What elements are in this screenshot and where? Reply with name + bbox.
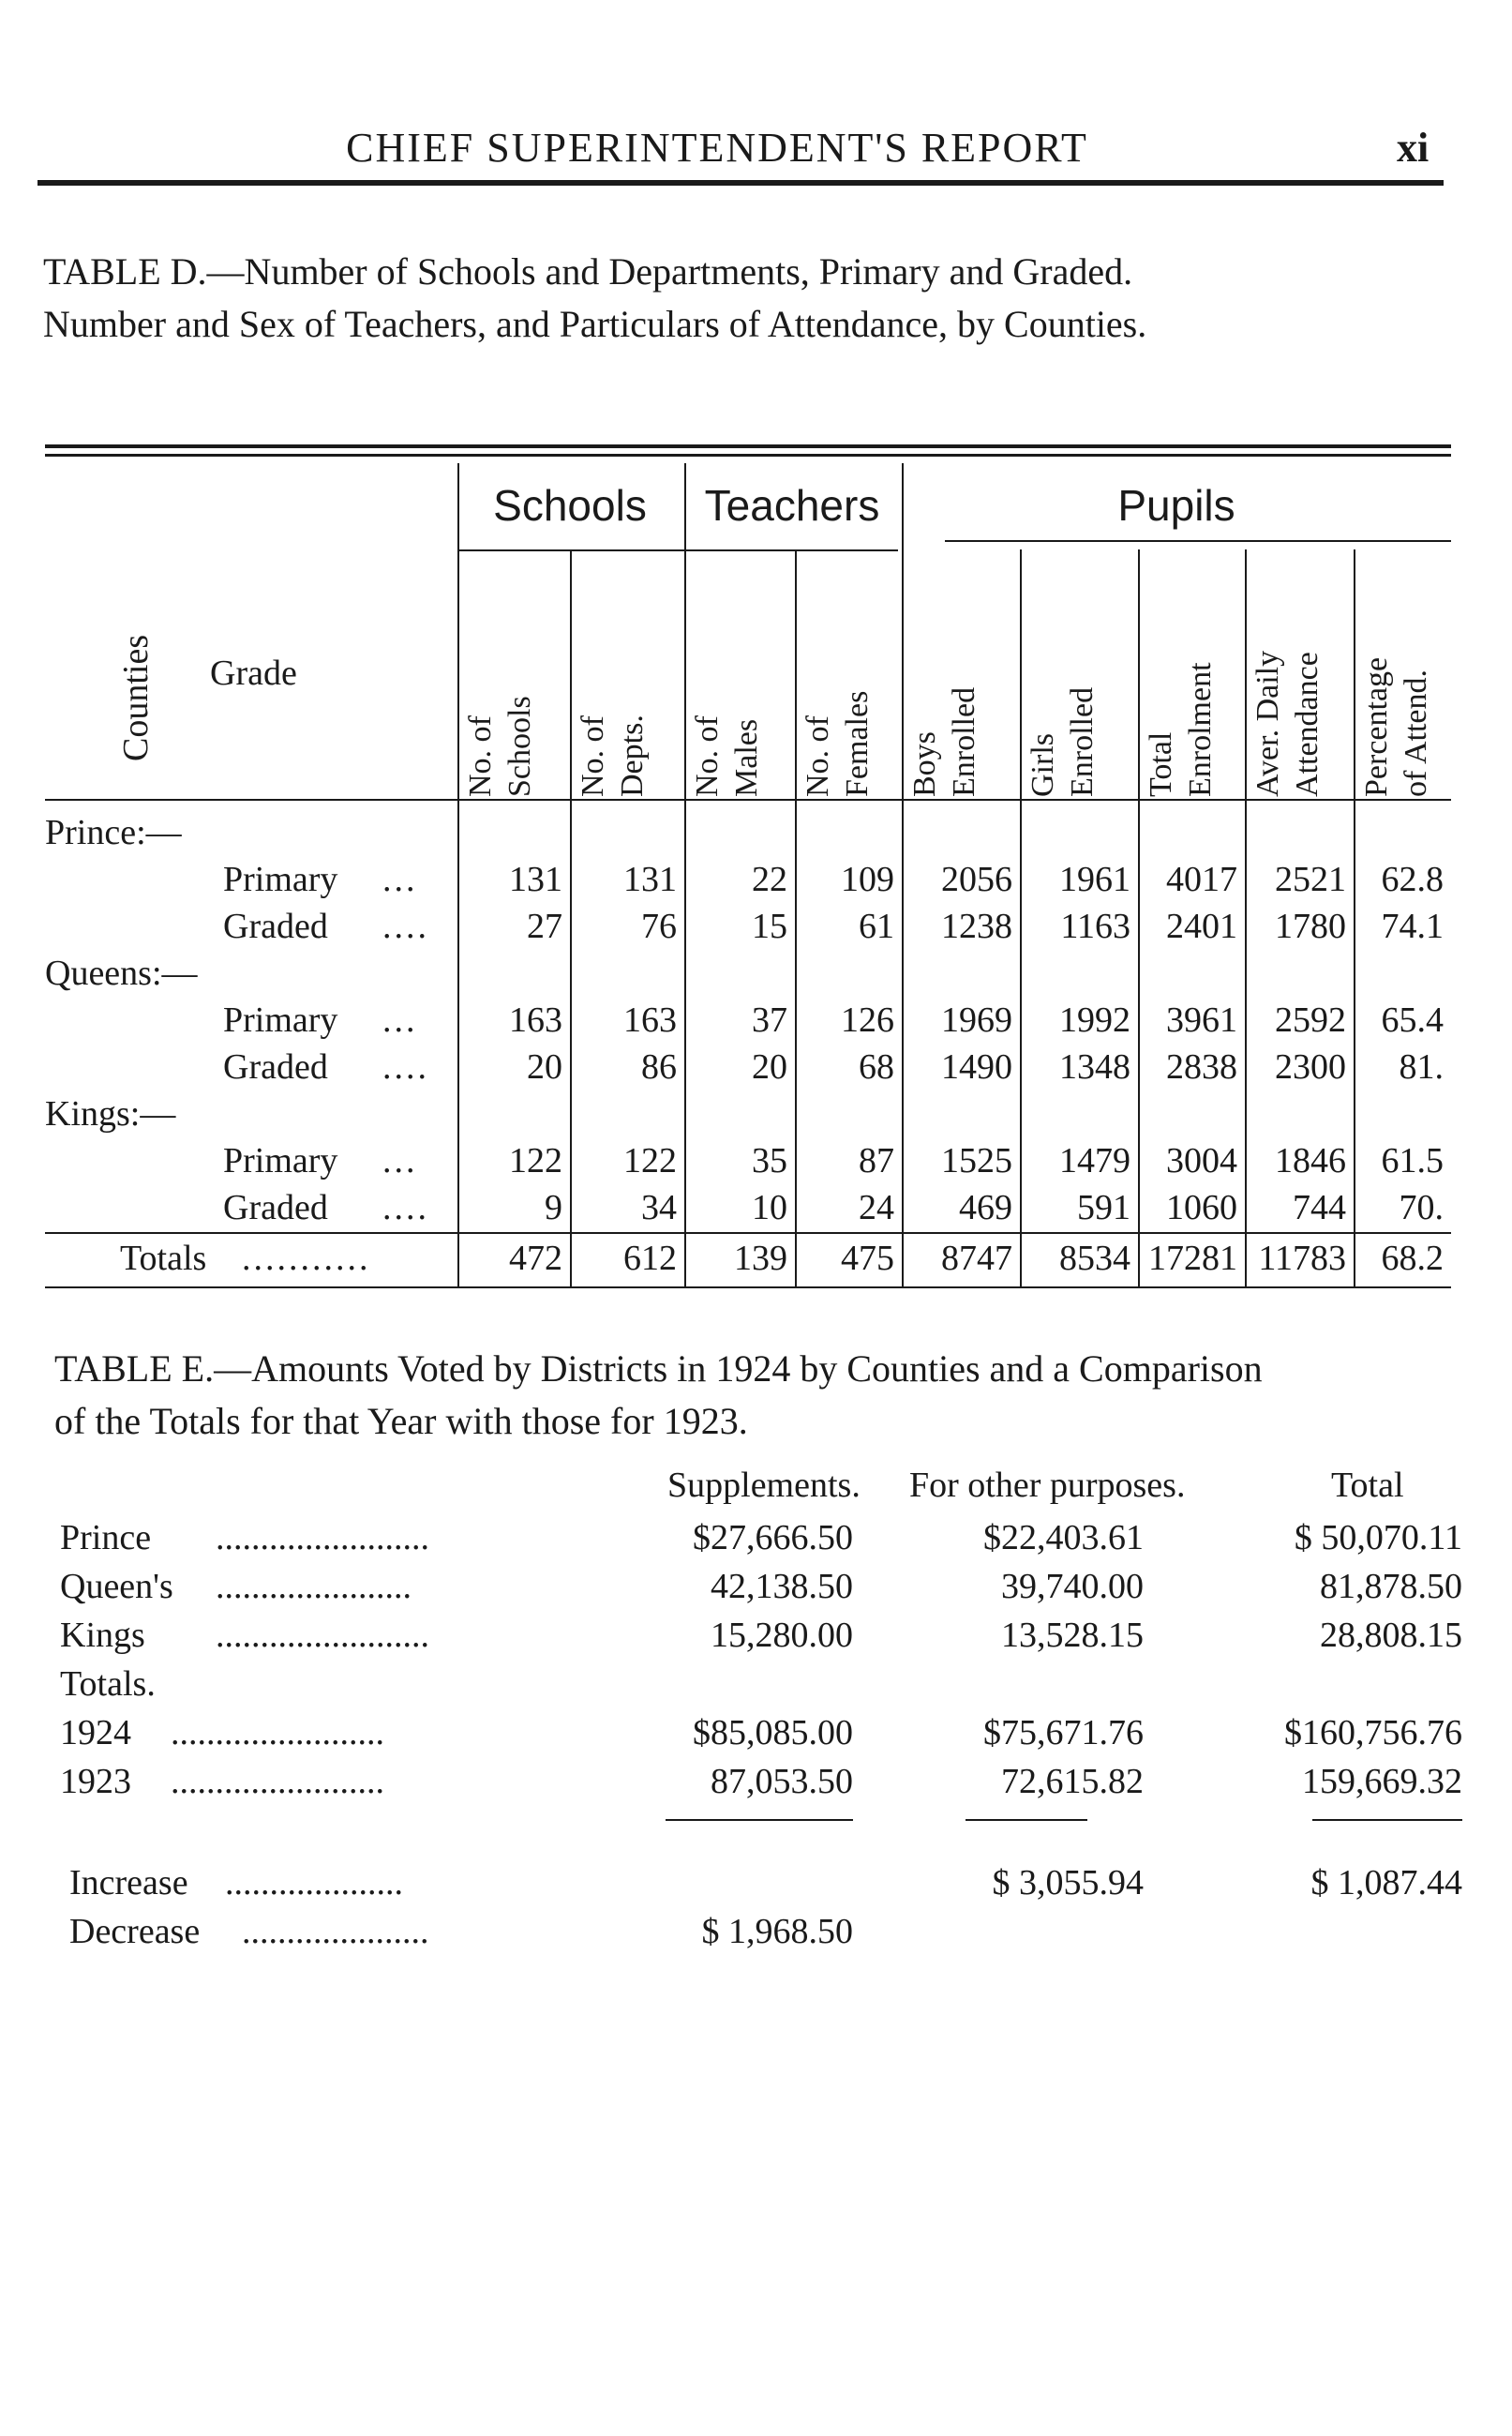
table-e-caption-line1: TABLE E.—Amounts Voted by Districts in 1924 by Counties and a Comparison [54, 1347, 1263, 1390]
totals-cell: 612 [623, 1239, 677, 1278]
col-header-9-line2: of Attend. [1399, 669, 1433, 797]
col-total: Total [1331, 1466, 1404, 1505]
totals-cell: 11783 [1258, 1239, 1346, 1278]
leader-dots: .... [382, 1188, 429, 1227]
col-header-9-line1: Percentage [1359, 656, 1394, 797]
row-label: Prince [60, 1518, 152, 1557]
amount-cell: 13,528.15 [1001, 1616, 1144, 1655]
col-header-3-line2: Males [729, 718, 764, 797]
decrease-label: Decrease [69, 1912, 201, 1951]
table-cell: 1525 [941, 1141, 1012, 1180]
county-name: Kings:— [45, 1094, 176, 1134]
leader-dots: ... [382, 860, 418, 899]
table-cell: 2838 [1166, 1047, 1237, 1087]
col-header-8-line1: Aver. Daily [1250, 650, 1285, 797]
totals-cell: 17281 [1148, 1239, 1237, 1278]
table-cell: 2056 [941, 860, 1012, 899]
table-cell: 20 [752, 1047, 787, 1087]
table-cell: 9 [545, 1188, 562, 1227]
amount-cell: 28,808.15 [1320, 1616, 1462, 1655]
table-cell: 24 [859, 1188, 894, 1227]
table-cell: 37 [752, 1000, 787, 1040]
leader-dots: .... [382, 1047, 429, 1087]
amount-cell: 81,878.50 [1320, 1567, 1462, 1606]
table-cell: 1163 [1060, 907, 1130, 946]
amount-cell: 15,280.00 [711, 1616, 853, 1655]
table-cell: 34 [641, 1188, 677, 1227]
table-cell: 126 [841, 1000, 894, 1040]
table-cell: 3004 [1166, 1141, 1237, 1180]
col-counties: Counties [116, 634, 156, 761]
table-cell: 20 [527, 1047, 562, 1087]
col-header-4-line2: Females [840, 690, 875, 797]
amount-cell: 42,138.50 [711, 1567, 853, 1606]
totals-rule [45, 1232, 1451, 1234]
amount-cell: $ 1,087.44 [1310, 1863, 1462, 1902]
totals-cell: 475 [841, 1239, 894, 1278]
table-cell: 131 [509, 860, 562, 899]
table-d-top-rule [45, 444, 1451, 448]
leader-dots: ........................ [171, 1762, 384, 1801]
table-cell: 744 [1293, 1188, 1346, 1227]
leader-dots: ..................... [242, 1912, 429, 1951]
amount-cell: $75,671.76 [983, 1713, 1144, 1752]
table-cell: 86 [641, 1047, 677, 1087]
sum-rule [966, 1819, 1087, 1821]
table-cell: 74.1 [1381, 907, 1444, 946]
table-cell: 163 [623, 1000, 677, 1040]
table-cell: 1780 [1275, 907, 1346, 946]
totals-cell: 68.2 [1381, 1239, 1444, 1278]
leader-dots: ........................ [216, 1518, 429, 1557]
col-grade: Grade [210, 654, 297, 693]
amount-cell: 159,669.32 [1302, 1762, 1462, 1801]
leader-dots: ... [382, 1000, 418, 1040]
year-label: 1924 [60, 1713, 131, 1752]
table-d-top-rule-2 [45, 454, 1451, 457]
table-cell: 65.4 [1381, 1000, 1444, 1040]
row-label: Queen's [60, 1567, 173, 1606]
table-cell: 1060 [1166, 1188, 1237, 1227]
increase-label: Increase [69, 1863, 188, 1902]
page-number: xi [1397, 125, 1430, 171]
table-e-caption-line2: of the Totals for that Year with those for 1923. [54, 1400, 748, 1442]
table-cell: 1846 [1275, 1141, 1346, 1180]
amount-cell: $ 1,968.50 [701, 1912, 853, 1951]
table-cell: 3961 [1166, 1000, 1237, 1040]
table-cell: 4017 [1166, 860, 1237, 899]
table-cell: 1969 [941, 1000, 1012, 1040]
table-cell: 591 [1077, 1188, 1130, 1227]
table-d-caption-line2: Number and Sex of Teachers, and Particulars of Attendance, by Counties. [43, 303, 1147, 345]
totals-cell: 8747 [941, 1239, 1012, 1278]
col-header-5-line2: Enrolled [947, 686, 981, 797]
table-cell: 76 [641, 907, 677, 946]
grade-label: Graded [223, 1047, 328, 1087]
grade-label: Graded [223, 1188, 328, 1227]
table-cell: 68 [859, 1047, 894, 1087]
amount-cell: $ 50,070.11 [1294, 1518, 1462, 1557]
header-bottom-rule [45, 799, 1451, 801]
table-cell: 2592 [1275, 1000, 1346, 1040]
year-label: 1923 [60, 1762, 131, 1801]
totals-cell: 8534 [1059, 1239, 1130, 1278]
sum-rule [666, 1819, 853, 1821]
totals-label: Totals [120, 1239, 207, 1278]
col-header-5-line1: Boys [907, 731, 942, 797]
col-header-2-line2: Depts. [615, 714, 650, 797]
col-header-6-line2: Enrolled [1065, 686, 1100, 797]
col-supplements: Supplements. [667, 1466, 861, 1505]
amount-cell: $22,403.61 [983, 1518, 1144, 1557]
table-cell: 1992 [1059, 1000, 1130, 1040]
col-header-7-line1: Total [1144, 731, 1178, 797]
grade-label: Graded [223, 907, 328, 946]
leader-dots: .................... [225, 1863, 403, 1902]
leader-dots: ... [382, 1141, 418, 1180]
col-header-1-line2: Schools [502, 696, 537, 797]
leader-dots: ........... [242, 1239, 371, 1278]
table-cell: 22 [752, 860, 787, 899]
table-cell: 469 [959, 1188, 1012, 1227]
amount-cell: 87,053.50 [711, 1762, 853, 1801]
table-cell: 1490 [941, 1047, 1012, 1087]
totals-cell: 139 [734, 1239, 787, 1278]
amount-cell: 39,740.00 [1001, 1567, 1144, 1606]
table-cell: 109 [841, 860, 894, 899]
totals-cell: 472 [509, 1239, 562, 1278]
row-label: Kings [60, 1616, 145, 1655]
pupils-underline [945, 540, 1451, 542]
table-cell: 2300 [1275, 1047, 1346, 1087]
amount-cell: $ 3,055.94 [992, 1863, 1144, 1902]
table-cell: 81. [1399, 1047, 1444, 1087]
table-cell: 122 [623, 1141, 677, 1180]
table-cell: 10 [752, 1188, 787, 1227]
county-name: Queens:— [45, 954, 198, 993]
table-cell: 15 [752, 907, 787, 946]
amount-cell: $160,756.76 [1284, 1713, 1462, 1752]
table-cell: 62.8 [1381, 860, 1444, 899]
table-cell: 122 [509, 1141, 562, 1180]
grade-label: Primary [223, 860, 338, 899]
col-header-2-line1: No. of [576, 715, 610, 797]
table-d-bottom-rule [45, 1286, 1451, 1288]
table-d-caption-line1: TABLE D.—Number of Schools and Departments, Primary and Graded. [43, 250, 1133, 293]
table-cell: 35 [752, 1141, 787, 1180]
table-cell: 1238 [941, 907, 1012, 946]
amount-cell: $27,666.50 [693, 1518, 853, 1557]
amount-cell: 72,615.82 [1001, 1762, 1144, 1801]
col-header-4-line1: No. of [801, 715, 835, 797]
table-cell: 61 [859, 907, 894, 946]
col-header-8-line2: Attendance [1290, 652, 1325, 797]
col-header-7-line2: Enrolment [1183, 662, 1218, 797]
leader-dots: ........................ [171, 1713, 384, 1752]
table-cell: 61.5 [1381, 1141, 1444, 1180]
col-header-1-line1: No. of [463, 715, 498, 797]
totals-label: Totals. [60, 1664, 156, 1704]
col-other-purposes: For other purposes. [909, 1466, 1186, 1505]
table-cell: 1961 [1059, 860, 1130, 899]
table-cell: 70. [1399, 1188, 1444, 1227]
table-cell: 1479 [1059, 1141, 1130, 1180]
table-cell: 131 [623, 860, 677, 899]
table-cell: 1348 [1059, 1047, 1130, 1087]
county-name: Prince:— [45, 813, 182, 852]
grade-label: Primary [223, 1141, 338, 1180]
amount-cell: $85,085.00 [693, 1713, 853, 1752]
sum-rule [1312, 1819, 1462, 1821]
col-header-3-line1: No. of [690, 715, 725, 797]
header-rule [37, 180, 1444, 186]
table-cell: 27 [527, 907, 562, 946]
group-teachers: Teachers [704, 481, 880, 530]
table-d [45, 444, 1451, 1307]
running-header-title: CHIEF SUPERINTENDENT'S REPORT [346, 125, 1088, 171]
table-cell: 2401 [1166, 907, 1237, 946]
table-cell: 87 [859, 1141, 894, 1180]
leader-dots: ...................... [216, 1567, 412, 1606]
table-cell: 2521 [1275, 860, 1346, 899]
group-schools: Schools [493, 481, 647, 530]
group-underline [457, 549, 898, 551]
col-header-6-line1: Girls [1025, 733, 1060, 797]
group-pupils: Pupils [1117, 481, 1235, 530]
leader-dots: .... [382, 907, 429, 946]
table-cell: 163 [509, 1000, 562, 1040]
leader-dots: ........................ [216, 1616, 429, 1655]
grade-label: Primary [223, 1000, 338, 1040]
